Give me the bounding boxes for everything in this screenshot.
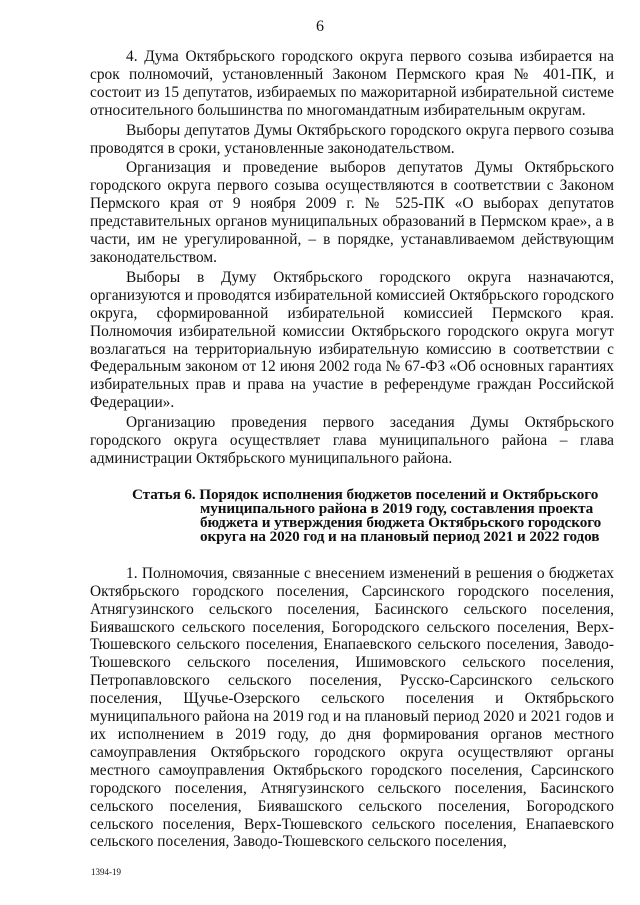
document-body <box>90 48 614 851</box>
paragraph-election-organization: Организация и проведение выборов депутатов Думы Октябрьского городского округа первого созыва осуществляются в соответствии с Законом Пермского края от 9 ноября 2009 г. № 525-ПК «О выборах депутатов представительных органов муниципальных образований в Пермском крае», а в части, им не урегулированной, – в порядке, устанавливаемом действующим законодательством. <box>90 159 614 266</box>
paragraph-election-terms: Выборы депутатов Думы Октябрьского городского округа первого созыва проводятся в сроки, установленные законодательством. <box>90 121 614 157</box>
paragraph-article5-part4: 4. Дума Октябрьского городского округа первого созыва избирается на срок полномочий, установленный Законом Пермского края № 401-ПК, и состоит из 15 депутатов, избираемых по мажоритарной избирательной системе относительного большинства по многомандатным избирательным округам. <box>90 48 614 119</box>
paragraph-first-session: Организацию проведения первого заседания Думы Октябрьского городского округа осуществляет глава муниципального района – глава администрации Октябрьского муниципального района. <box>90 414 614 467</box>
paragraph-article6-part1: 1. Полномочия, связанные с внесением изменений в решения о бюджетах Октябрьского городского поселения, Сарсинского городского поселения, Атнягузинского сельского поселения, Басинского сельского поселения, Биявашского сельского поселения, Богородского сельского поселения, Верх-Тюшевского сельского поселения, Енапаевского сельского поселения, Заводо-Тюшевского сельского поселения, Ишимовского сельского поселения, Петропавловского сельского поселения, Русско-Сарсинского сельского поселения, Щучье-Озерского сельского поселения и Октябрьского муниципального района на 2019 год и на плановый период 2020 и 2021 годов и их исполнением в 2019 году, до дня формирования органов местного самоуправления Октябрьского городского округа осуществляют органы местного самоуправления Октябрьского городского поселения, Сарсинского городского поселения, Атнягузинского сельского поселения, Басинского сельского поселения, Биявашского сельского поселения, Богородского сельского поселения, Верх-Тюшевского сельского поселения, Енапаевского сельского поселения, Заводо-Тюшевского сельского поселения, <box>90 564 614 851</box>
footer-document-code: 1394-19 <box>91 867 121 877</box>
paragraph-election-commission: Выборы в Думу Октябрьского городского округа назначаются, организуются и проводятся избирательной комиссией Октябрьского городского округа, сформированной избирательной комиссией Пермского края. Полномочия избирательной комиссии Октябрьского городского округа могут возлагаться на территориальную избирательную комиссию в соответствии с Федеральным законом от 12 июня 2002 года № 67-ФЗ «Об основных гарантиях избирательных прав и права на участие в референдуме граждан Российской Федерации». <box>90 268 614 412</box>
article-heading: Статья 6. Порядок исполнения бюджетов поселений и Октябрьского муниципального района в 2019 году, составления проекта бюджета и утверждения бюджета Октябрьского городского округа на 2020 год и на плановый период 2021 и 2022 годов <box>132 485 602 545</box>
page-number: 6 <box>316 18 324 35</box>
